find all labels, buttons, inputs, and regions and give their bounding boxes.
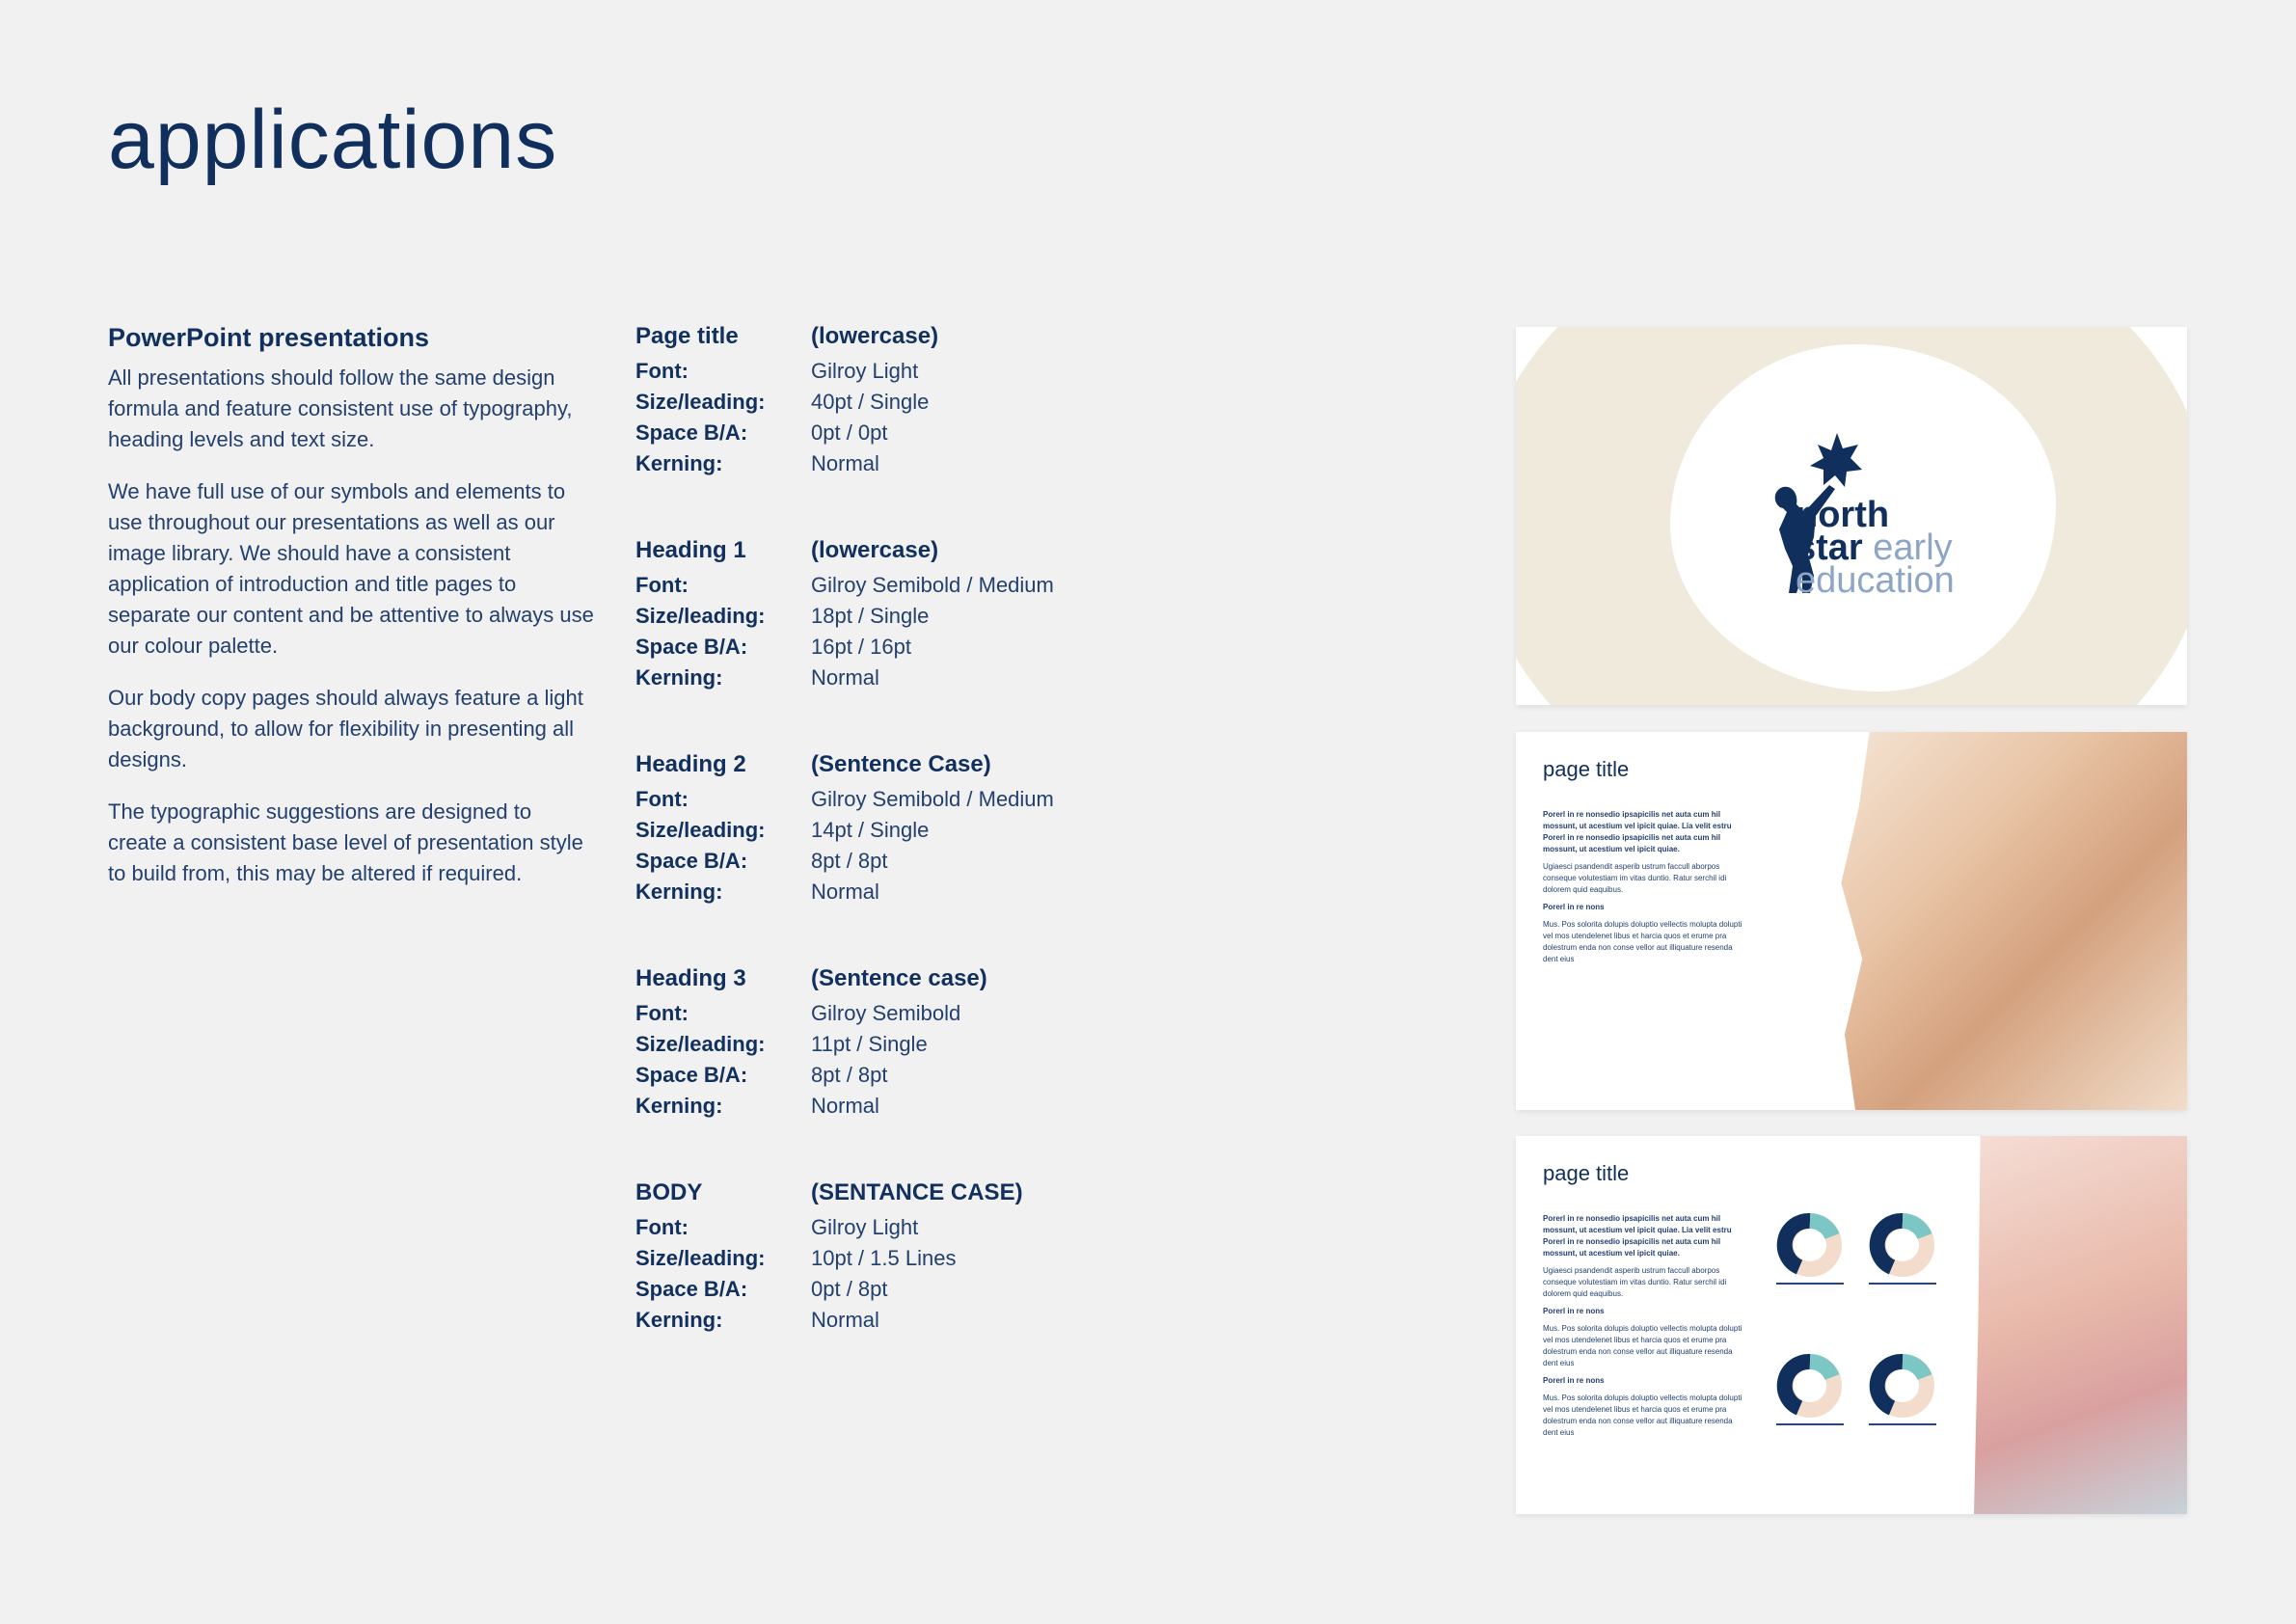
space-value: 8pt / 8pt <box>811 849 888 873</box>
chart-slide-preview <box>1516 1136 2187 1514</box>
space-label: Space B/A: <box>635 635 748 659</box>
space-value: 0pt / 8pt <box>811 1277 888 1301</box>
slide-title: page title <box>1543 757 1630 781</box>
page-title: applications <box>108 94 558 186</box>
spec-name: Heading 2 <box>635 751 746 777</box>
size-label: Size/leading: <box>635 1032 766 1056</box>
font-value: Gilroy Light <box>811 1215 919 1239</box>
spec-case: (SENTANCE CASE) <box>811 1179 1023 1205</box>
slide-paragraph: Ugiaesci psandendit asperib ustrum faccull aborpos conseque volutestiam im vitas duntio. Ratur serchil idi dolorem quid eaquibus. <box>1543 1266 1727 1298</box>
donut-caption <box>1869 1283 1936 1292</box>
spec-name: Heading 1 <box>635 537 746 563</box>
space-label: Space B/A: <box>635 420 748 445</box>
donut-chart-icon <box>1869 1211 1936 1279</box>
donut-caption <box>1776 1283 1844 1292</box>
slide-title: page title <box>1543 1161 1630 1185</box>
spec-case: (Sentence Case) <box>811 751 991 777</box>
size-label: Size/leading: <box>635 390 766 414</box>
title-slide-preview <box>1516 327 2187 705</box>
spec-name: Page title <box>635 323 739 349</box>
kerning-value: Normal <box>811 880 879 904</box>
size-label: Size/leading: <box>635 818 766 842</box>
spec-case: (lowercase) <box>811 323 939 349</box>
size-value: 18pt / Single <box>811 604 930 628</box>
slide-paragraph: Mus. Pos solorita dolupis doluptio vellectis molupta dolupti vel mos utendelenet libus et harcia quos et erume pra dolestrum enda non conse vellor aut illiquature resenda dent eius <box>1543 1324 1742 1367</box>
donut-caption <box>1869 1423 1936 1433</box>
logo-line-education: education <box>1796 560 1955 601</box>
kerning-label: Kerning: <box>635 880 723 904</box>
slide-subheading: Porerl in re nons <box>1543 903 1605 911</box>
slide-body <box>1543 809 1745 971</box>
intro-paragraph: All presentations should follow the same design formula and feature consistent use of typography, heading levels and text size. <box>108 365 573 451</box>
space-value: 8pt / 8pt <box>811 1063 888 1087</box>
kerning-value: Normal <box>811 665 879 690</box>
donut-chart-icon <box>1869 1352 1936 1420</box>
font-label: Font: <box>635 573 689 597</box>
logo-line-early: early <box>1873 528 1953 568</box>
font-value: Gilroy Semibold / Medium <box>811 787 1054 811</box>
size-label: Size/leading: <box>635 1246 766 1270</box>
kerning-label: Kerning: <box>635 1308 723 1332</box>
spec-name: BODY <box>635 1179 703 1205</box>
kerning-value: Normal <box>811 1094 879 1118</box>
slide-subheading: Porerl in re nons <box>1543 1376 1605 1385</box>
space-label: Space B/A: <box>635 1063 748 1087</box>
spec-body <box>635 1179 1137 1336</box>
space-value: 16pt / 16pt <box>811 635 911 659</box>
donut-caption <box>1776 1423 1844 1433</box>
font-value: Gilroy Semibold <box>811 1001 961 1025</box>
space-label: Space B/A: <box>635 849 748 873</box>
font-label: Font: <box>635 1001 689 1025</box>
intro-paragraph: We have full use of our symbols and elements to use throughout our presentations as well as our image library. We should have a consistent application of introduction and title pages to separate our content and be attentive to always use our colour palette. <box>108 479 594 658</box>
intro-heading: PowerPoint presentations <box>108 323 430 352</box>
slide-paragraph: Mus. Pos solorita dolupis doluptio vellectis molupta dolupti vel mos utendelenet libus et harcia quos et erume pra dolestrum enda non conse vellor aut illiquature resenda dent eius <box>1543 920 1742 963</box>
spec-name: Heading 3 <box>635 965 746 991</box>
kerning-value: Normal <box>811 451 879 475</box>
font-label: Font: <box>635 359 689 383</box>
space-label: Space B/A: <box>635 1277 748 1301</box>
space-value: 0pt / 0pt <box>811 420 888 445</box>
spec-case: (Sentence case) <box>811 965 987 991</box>
slide-paragraph: Mus. Pos solorita dolupis doluptio vellectis molupta dolupti vel mos utendelenet libus et harcia quos et erume pra dolestrum enda non conse vellor aut illiquature resenda dent eius <box>1543 1394 1742 1437</box>
logo-wordmark <box>1796 495 1955 601</box>
donut-chart-icon <box>1776 1352 1844 1420</box>
typography-specs <box>635 323 1137 1394</box>
font-label: Font: <box>635 1215 689 1239</box>
size-value: 14pt / Single <box>811 818 930 842</box>
intro-paragraph: Our body copy pages should always feature a light background, to allow for flexibility in presenting all designs. <box>108 686 583 771</box>
kerning-value: Normal <box>811 1308 879 1332</box>
spec-page-title <box>635 323 1137 479</box>
slide-bold-text: Porerl in re nonsedio ipsapicilis net auta cum hil mossunt, ut acestium vel ipicit quiae. Lia velit estru Porerl in re nonsedio ipsapicilis net auta cum hil mossunt, ut acestium vel ipicit quiae. <box>1543 810 1732 853</box>
size-value: 11pt / Single <box>811 1032 928 1056</box>
slide-bold-text: Porerl in re nonsedio ipsapicilis net auta cum hil mossunt, ut acestium vel ipicit quiae. Lia velit estru Porerl in re nonsedio ipsapicilis net auta cum hil mossunt, ut acestium vel ipicit quiae. <box>1543 1214 1732 1258</box>
logo-line-star: star <box>1796 528 1863 568</box>
donut-chart-icon <box>1776 1211 1844 1279</box>
kerning-label: Kerning: <box>635 451 723 475</box>
slide-body <box>1543 1213 1745 1445</box>
spec-heading-2 <box>635 751 1137 907</box>
logo-line-north: north <box>1796 495 1890 535</box>
spec-heading-1 <box>635 537 1137 693</box>
font-label: Font: <box>635 787 689 811</box>
content-slide-preview <box>1516 732 2187 1110</box>
slide-subheading: Porerl in re nons <box>1543 1307 1605 1315</box>
font-value: Gilroy Light <box>811 359 919 383</box>
spec-heading-3 <box>635 965 1137 1122</box>
slide-paragraph: Ugiaesci psandendit asperib ustrum faccull aborpos conseque volutestiam im vitas duntio. Ratur serchil idi dolorem quid eaquibus. <box>1543 862 1727 894</box>
size-value: 10pt / 1.5 Lines <box>811 1246 957 1270</box>
font-value: Gilroy Semibold / Medium <box>811 573 1054 597</box>
intro-section <box>108 323 595 910</box>
intro-paragraph: The typographic suggestions are designed to create a consistent base level of presentation style to build from, this may be altered if required. <box>108 799 583 885</box>
photo-girl-drawing <box>1974 1136 2187 1514</box>
size-label: Size/leading: <box>635 604 766 628</box>
kerning-label: Kerning: <box>635 665 723 690</box>
spec-case: (lowercase) <box>811 537 939 563</box>
photo-children-playing <box>1834 732 2187 1110</box>
kerning-label: Kerning: <box>635 1094 723 1118</box>
size-value: 40pt / Single <box>811 390 930 414</box>
